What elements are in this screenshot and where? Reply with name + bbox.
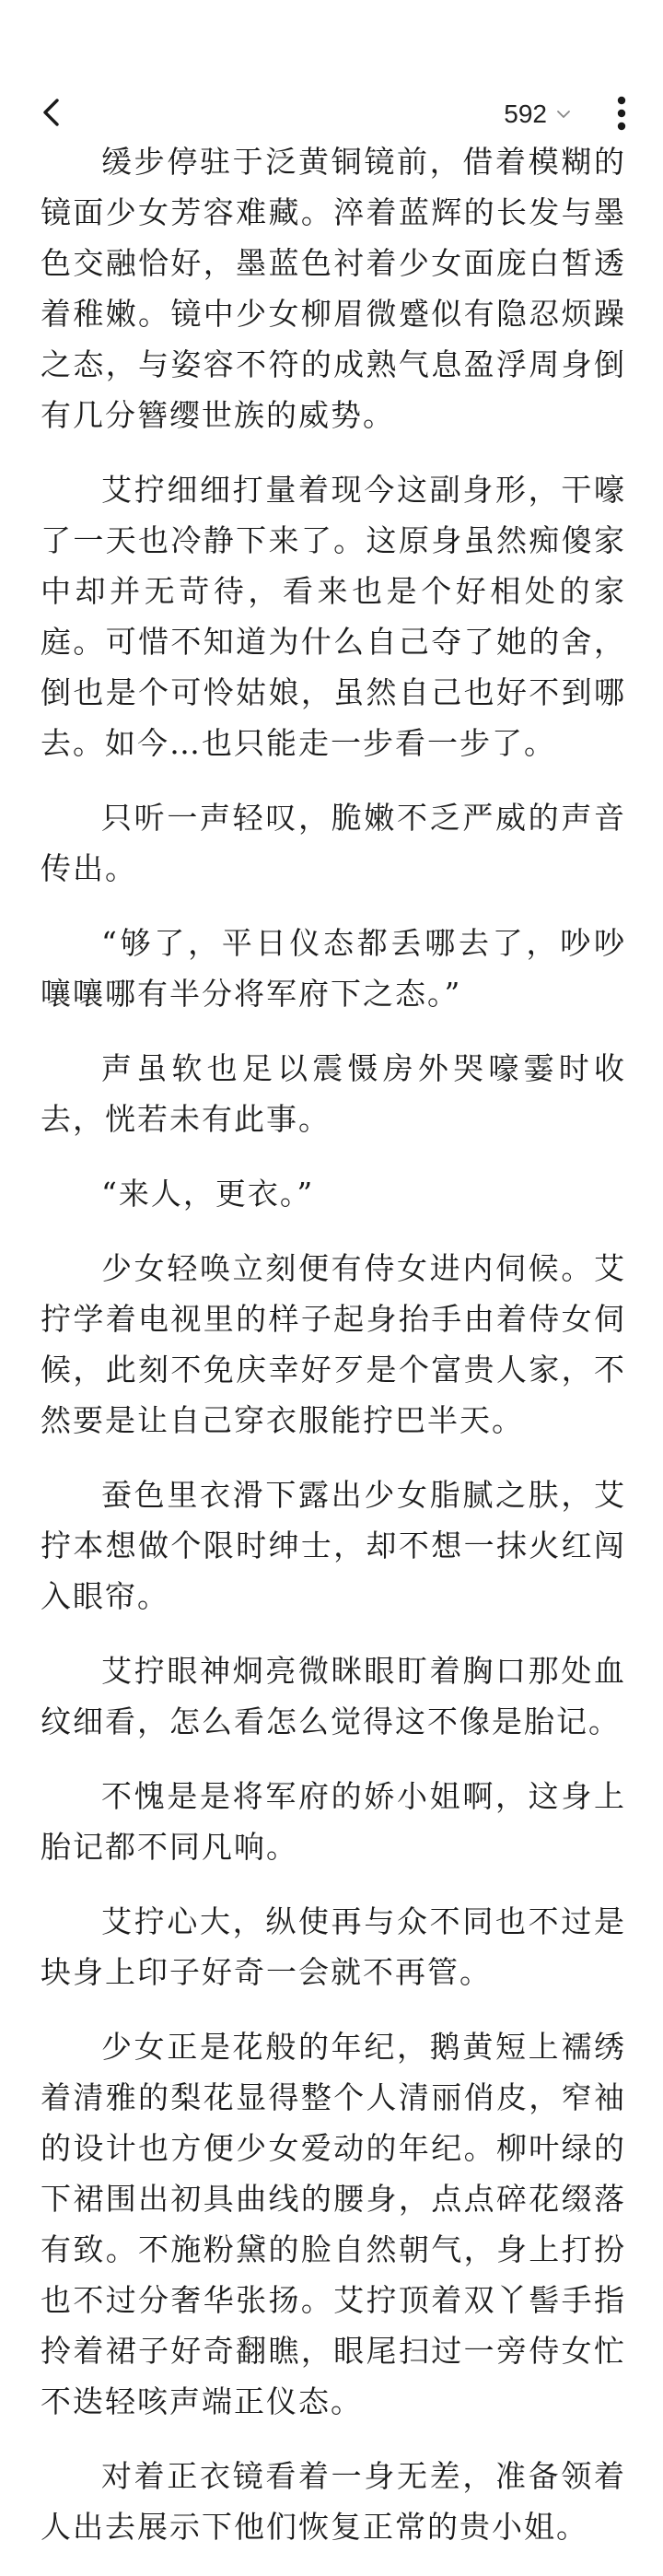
paragraph: 蚕色里衣滑下露出少女脂腻之肤，艾拧本想做个限时绅士，却不想一抹火红闯入眼帘。 (41, 1477, 626, 1614)
paragraph: 只听一声轻叹，脆嫩不乏严威的声音传出。 (41, 800, 626, 886)
paragraph: “够了，平日仪态都丢哪去了，吵吵嚷嚷哪有半分将军府下之态。” (41, 925, 626, 1012)
more-options-button[interactable] (608, 92, 635, 138)
paragraph: 少女正是花般的年纪，鹅黄短上襦绣着清雅的梨花显得整个人清丽俏皮，窄袖的设计也方便少女爱动的年纪。柳叶绿的下裙围出初具曲线的腰身，点点碎花缀落有致。不施粉黛的脸自然朝气，身上打扮也不过分奢华张扬。艾拧顶着双丫髻手指拎着裙子好奇翻瞧，眼尾扫过一旁侍女忙不迭轻咳声端正仪态。 (41, 2029, 626, 2419)
vertical-dots-icon (617, 96, 626, 135)
like-count-dropdown[interactable] (504, 96, 571, 133)
paragraph: 艾拧细细打量着现今这副身形，干嚎了一天也冷静下来了。这原身虽然痴傻家中却并无苛待，看来也是个好相处的家庭。可惜不知道为什么自己夺了她的舍，倒也是个可怜姑娘，虽然自己也好不到哪去。如今…也只能走一步看一步了。 (41, 472, 626, 761)
chevron-down-icon (556, 110, 571, 119)
paragraph: 少女轻唤立刻便有侍女进内伺候。艾拧学着电视里的样子起身抬手由着侍女伺候，此刻不免庆幸好歹是个富贵人家，不然要是让自己穿衣服能拧巴半天。 (41, 1250, 626, 1438)
paragraph: 不愧是是将军府的娇小姐啊，这身上胎记都不同凡响。 (41, 1778, 626, 1865)
paragraph: “来人，更衣。” (101, 1176, 315, 1212)
paragraph: 声虽软也足以震慑房外哭嚎霎时收去，恍若未有此事。 (41, 1050, 626, 1137)
paragraph: 对着正衣镜看着一身无差，准备领着人出去展示下他们恢复正常的贵小姐。 (41, 2458, 626, 2545)
reader-top-bar (0, 0, 663, 138)
paragraph: 缓步停驻于泛黄铜镜前，借着模糊的镜面少女芳容难藏。淬着蓝辉的长发与墨色交融恰好，墨蓝色衬着少女面庞白皙透着稚嫩。镜中少女柳眉微蹙似有隐忍烦躁之态，与姿容不符的成熟气息盈浮周身倒有几分簪缨世族的威势。 (41, 144, 626, 433)
chevron-left-icon (41, 98, 62, 131)
paragraph: 艾拧心大，纵使再与众不同也不过是块身上印子好奇一会就不再管。 (41, 1903, 626, 1990)
paragraph: 艾拧眼神炯亮微眯眼盯着胸口那处血纹细看，怎么看怎么觉得这不像是胎记。 (41, 1653, 626, 1739)
like-count: 592 (504, 100, 547, 128)
back-button[interactable] (33, 96, 70, 133)
chapter-content (41, 136, 626, 2576)
